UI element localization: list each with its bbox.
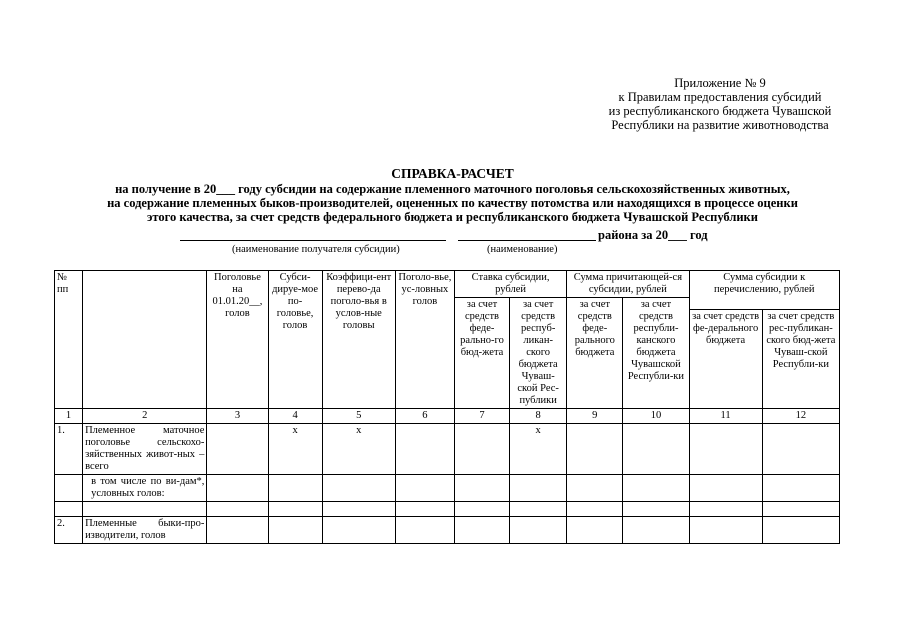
col-number: 11 [689,409,762,424]
table-cell[interactable] [689,475,762,502]
table-cell[interactable] [510,502,567,517]
table-cell[interactable] [454,502,509,517]
table-cell[interactable] [268,517,322,544]
row-label: Племенное маточное поголовье сельскохо-зяйственных живот-ных – всего [83,424,207,475]
table-cell[interactable] [322,502,395,517]
column-number-row [55,409,840,424]
header-rep-a: за счет средств респуб-ликан-ского бюджета Чуваш-ской Рес-публики [510,298,567,409]
recipient-caption: (наименование получателя субсидии) [232,244,400,255]
header-col4: Субси-дируе-мое по-головье, голов [268,271,322,409]
table-cell[interactable] [689,502,762,517]
header-num: № пп [55,271,83,409]
col-number: 8 [510,409,567,424]
table-cell[interactable] [567,517,623,544]
header-fed-a: за счет средств феде-рально-го бюд-жета [454,298,509,409]
table-cell[interactable] [623,475,689,502]
subtitle-line-2: на содержание племенных быков-производителей, оцененных по качеству потомства или находящихся в процессе оценки [107,196,798,210]
table-cell[interactable] [395,424,454,475]
table-cell[interactable] [322,517,395,544]
header-transfer: Сумма субсидии к перечислению, рублей [689,271,839,310]
table-row [55,517,840,544]
table-cell[interactable] [207,517,268,544]
header-fed-b: за счет средств феде-рального бюджета [567,298,623,409]
row-label [83,502,207,517]
col-number: 4 [268,409,322,424]
col-number: 6 [395,409,454,424]
table-cell[interactable] [454,517,509,544]
table-cell[interactable] [623,502,689,517]
appendix-line-4: Республики на развитие животноводства [611,118,829,132]
header-due: Сумма причитающей-ся субсидии, рублей [567,271,689,298]
row-number [55,502,83,517]
recipient-fill-line [0,228,905,255]
table-cell[interactable] [207,502,268,517]
table-cell[interactable] [762,517,839,544]
header-col3: Поголовье на 01.01.20__, голов [207,271,268,409]
document-title: СПРАВКА-РАСЧЕТ [391,166,514,181]
table-cell[interactable] [322,475,395,502]
appendix-line-2: к Правилам предоставления субсидий [618,90,822,104]
col-number: 7 [454,409,509,424]
header-rep-c: за счет средств рес-публикан-ского бюд-жета Чуваш-ской Республи-ки [762,310,839,409]
recipient-blank[interactable] [180,228,446,241]
row-label: Племенные быки-про-изводители, голов [83,517,207,544]
table-cell[interactable] [567,475,623,502]
table-cell[interactable] [268,475,322,502]
header-rep-b: за счет средств республи-канского бюджета Чувашской Республи-ки [623,298,689,409]
table-cell[interactable] [567,424,623,475]
table-cell[interactable] [454,424,509,475]
district-year-text: района за 20___ год [598,228,708,242]
row-number: 2. [55,517,83,544]
header-row-1 [55,271,840,298]
table-cell[interactable] [510,475,567,502]
table-cell[interactable] [689,424,762,475]
table-cell[interactable] [762,502,839,517]
header-name [83,271,207,409]
row-number [55,475,83,502]
col-number: 2 [83,409,207,424]
table-cell[interactable] [207,475,268,502]
table-cell[interactable] [454,475,509,502]
table-cell: х [322,424,395,475]
table-cell[interactable] [510,517,567,544]
table-row [55,502,840,517]
table-cell[interactable] [689,517,762,544]
table-cell: х [268,424,322,475]
header-fed-c: за счет средств фе-дерального бюджета [689,310,762,409]
header-col6: Поголо-вье, ус-ловных голов [395,271,454,409]
table-row [55,424,840,475]
table-row [55,475,840,502]
table-cell[interactable] [207,424,268,475]
appendix-line-1: Приложение № 9 [674,76,766,90]
table-cell[interactable] [762,424,839,475]
col-number: 9 [567,409,623,424]
col-number: 5 [322,409,395,424]
name-caption: (наименование) [487,244,558,255]
appendix-line-3: из республиканского бюджета Чувашской [608,104,832,118]
table-cell[interactable] [268,502,322,517]
col-number: 10 [623,409,689,424]
header-col5: Коэффици-ент перево-да поголо-вья в услов-ные головы [322,271,395,409]
subtitle-line-3: этого качества, за счет средств федерального бюджета и республиканского бюджета Чувашской Республики [147,210,758,224]
table-cell[interactable] [567,502,623,517]
table-cell[interactable] [395,517,454,544]
district-blank[interactable] [458,228,596,241]
col-number: 3 [207,409,268,424]
document-subtitle [0,182,905,224]
col-number: 1 [55,409,83,424]
subsidy-calculation-table [54,270,840,544]
appendix-note [570,76,870,132]
table-cell[interactable] [762,475,839,502]
table-cell[interactable] [623,424,689,475]
row-label: в том числе по ви-дам*, условных голов: [83,475,207,502]
row-number: 1. [55,424,83,475]
subtitle-line-1: на получение в 20___ году субсидии на содержание племенного маточного поголовья сельскохозяйственных животных, [115,182,790,196]
table-cell[interactable] [623,517,689,544]
header-rate: Ставка субсидии, рублей [454,271,566,298]
table-cell: х [510,424,567,475]
col-number: 12 [762,409,839,424]
table-cell[interactable] [395,502,454,517]
table-cell[interactable] [395,475,454,502]
